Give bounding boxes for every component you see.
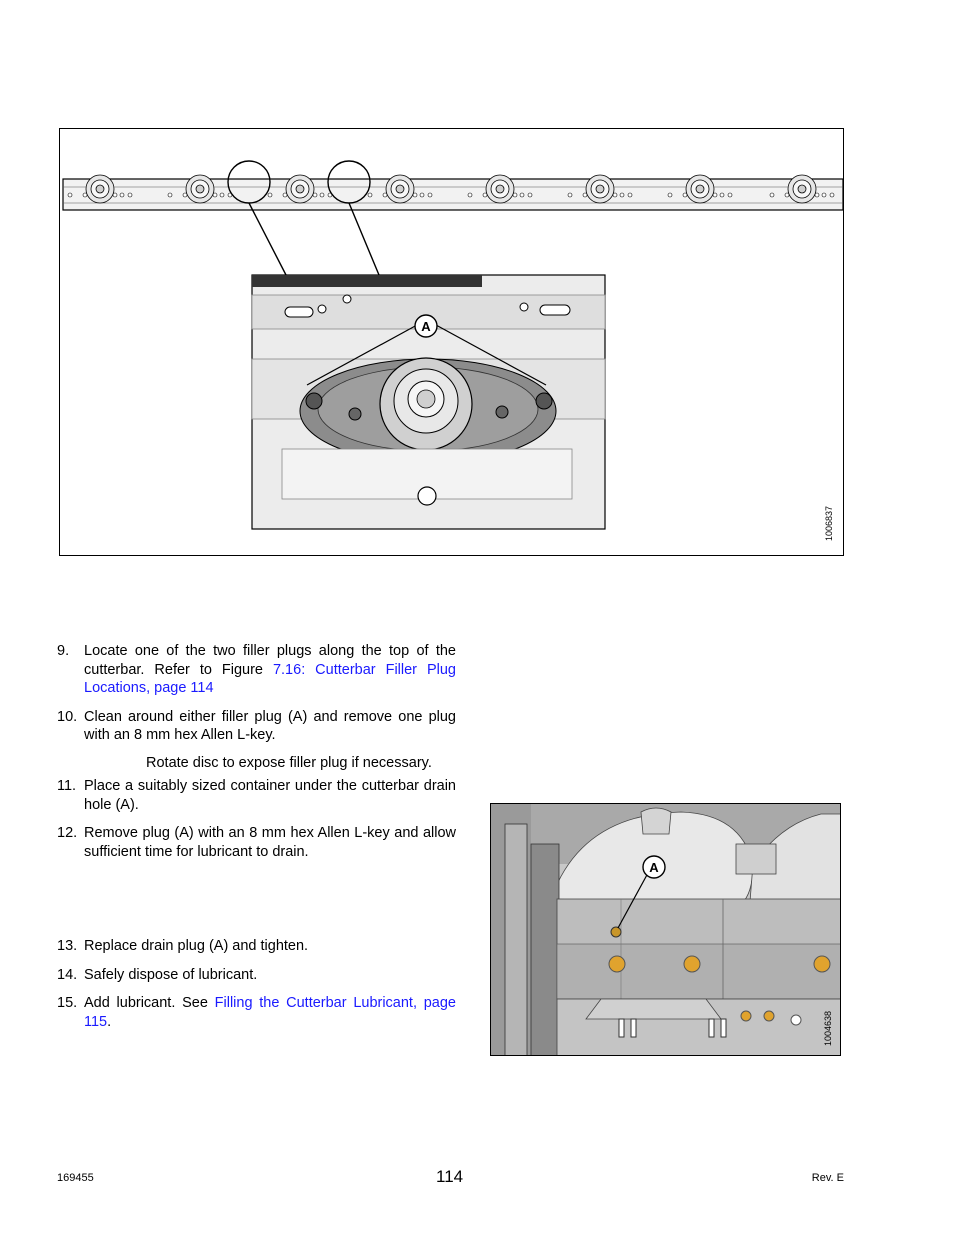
callout-a-top: A — [421, 319, 431, 334]
figure-reference-link[interactable]: 7.16: Cutterbar Filler Plug Locations, page 114 — [84, 661, 456, 696]
step-number: 11. — [57, 778, 77, 794]
step-9 — [57, 642, 456, 698]
step-text: Add lubricant. See — [84, 995, 215, 1011]
step-text: Safely dispose of lubricant. — [84, 966, 258, 983]
cutterbar-filler-plug-figure — [59, 128, 844, 556]
step-text: Clean around either filler plug (A) and remove one plug with an 8 mm hex Allen L-key. — [84, 708, 456, 743]
step-number: 14. — [57, 966, 78, 983]
step-number: 10. — [57, 708, 78, 725]
page-number: 114 — [436, 1167, 464, 1186]
step-number: 12. — [57, 825, 78, 841]
step-11 — [57, 777, 456, 814]
callout-a-bottom: A — [649, 860, 659, 875]
step-14 — [57, 966, 456, 985]
step-number: 15. — [57, 995, 78, 1011]
step-number: 13. — [57, 938, 78, 954]
detail-inset — [252, 275, 605, 529]
step-text: Replace drain plug (A) and tighten. — [84, 938, 309, 954]
figure-id-top: 1006837 — [824, 505, 834, 541]
step-number: 9. — [57, 643, 70, 659]
revision: Rev. E — [811, 1172, 844, 1184]
step-10-note: Rotate disc to expose filler plug if necessary. — [146, 754, 432, 771]
step-15 — [57, 994, 456, 1031]
figure-id-bottom: 1004638 — [823, 1010, 833, 1046]
procedure-reference-link[interactable]: Filling the Cutterbar Lubricant, page 115 — [84, 995, 456, 1030]
drain-plug-illustration — [491, 804, 841, 1056]
step-13 — [57, 937, 456, 956]
step-text: Locate one of the two filler plugs along the top of the cutterbar. Refer to Figure — [84, 643, 456, 678]
instruction-steps — [57, 642, 456, 1031]
cutterbar-drain-plug-figure — [490, 803, 841, 1056]
cutterbar-illustration — [60, 129, 845, 557]
step-text: Place a suitably sized container under the cutterbar drain hole (A). — [84, 778, 456, 813]
document-number: 169455 — [57, 1172, 94, 1184]
step-10 — [57, 708, 456, 745]
step-text-after: . — [107, 1013, 112, 1030]
step-text: Remove plug (A) with an 8 mm hex Allen L-key and allow sufficient time for lubricant to drain. — [84, 825, 456, 860]
step-12 — [57, 824, 456, 861]
